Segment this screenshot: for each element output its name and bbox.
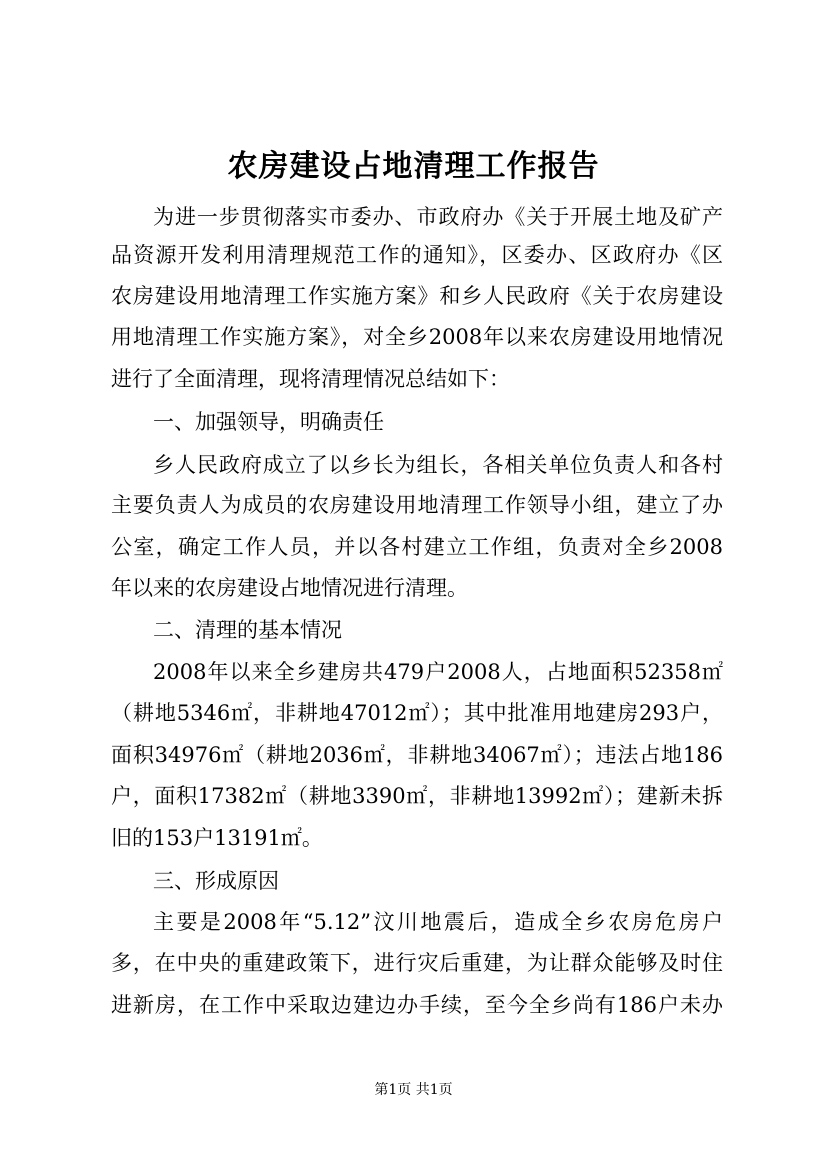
page-footer: 第1页 共1页 (374, 1082, 453, 1098)
paragraph-line: 年以来的农房建设占地情况进行清理。 (111, 576, 468, 600)
paragraph-line: （耕地5346㎡，非耕地47012㎡）；其中批准用地建房293户， (111, 701, 723, 725)
paragraph-line: 主要是2008年“5.12”汶川地震后，造成全乡农房危房户 (153, 910, 723, 934)
paragraph-line: 品资源开发利用清理规范工作的通知》，区委办、区政府办《区 (111, 243, 723, 267)
paragraph-line: 2008年以来全乡建房共479户2008人，占地面积52358㎡ (153, 660, 723, 684)
document-title: 农房建设占地清理工作报告 (227, 149, 600, 184)
paragraph-line: 主要负责人为成员的农房建设用地清理工作领导小组，建立了办 (111, 493, 723, 517)
paragraph-line: 进新房，在工作中采取边建边办手续，至今全乡尚有186户未办 (111, 993, 723, 1017)
paragraph-line: 为进一步贯彻落实市委办、市政府办《关于开展土地及矿产 (153, 205, 723, 229)
paragraph-line: 乡人民政府成立了以乡长为组长，各相关单位负责人和各村 (153, 453, 723, 477)
paragraph-line: 农房建设用地清理工作实施方案》和乡人民政府《关于农房建设 (111, 284, 723, 308)
paragraph-line: 面积34976㎡（耕地2036㎡，非耕地34067㎡）；违法占地186 (111, 743, 723, 767)
paragraph-line: 户，面积17382㎡（耕地3390㎡，非耕地13992㎡）；建新未拆 (111, 784, 723, 808)
paragraph-line: 旧的153户13191㎡。 (111, 826, 323, 850)
paragraph-line: 用地清理工作实施方案》，对全乡2008年以来农房建设用地情况 (111, 325, 723, 349)
section-heading: 一、加强领导，明确责任 (153, 410, 384, 434)
paragraph-line: 进行了全面清理，现将清理情况总结如下： (111, 367, 510, 391)
paragraph-line: 多，在中央的重建政策下，进行灾后重建，为让群众能够及时住 (111, 951, 723, 975)
paragraph-line: 公室，确定工作人员，并以各村建立工作组，负责对全乡2008 (111, 535, 723, 559)
section-heading: 二、清理的基本情况 (153, 618, 342, 642)
section-heading: 三、形成原因 (153, 869, 279, 893)
